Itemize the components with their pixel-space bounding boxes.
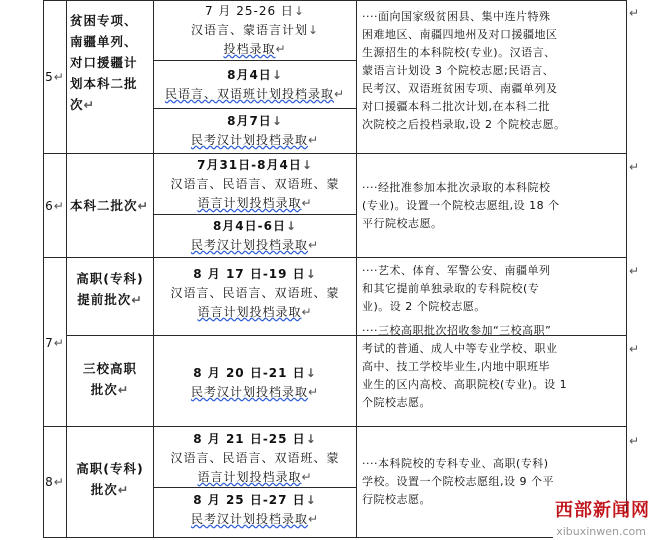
- column-divider: [356, 0, 357, 538]
- row-end-mark: ↵: [629, 434, 641, 448]
- row-divider: [43, 426, 626, 427]
- batch-name: 高职(专科) 批次↵: [76, 461, 144, 497]
- table-border-bottom: [43, 537, 553, 538]
- batch-description: ····本科院校的专科专业、高职(专科) 学校。设置一个院校志愿组,设 9 个平 行院校志愿。: [362, 457, 554, 506]
- row-end-mark: ↵: [629, 160, 641, 174]
- batch-name: 贫困专项、 南疆单列、 对口援疆计 划本科二批 次↵: [70, 13, 138, 112]
- watermark-url: xibuxinwen.com: [556, 525, 646, 538]
- schedule-cell: 7 月 25-26 日↓ 汉语言、蒙语言计划↓ 投档录取↵: [190, 4, 320, 56]
- row-divider: [43, 257, 626, 258]
- row-number: 8↵: [45, 475, 65, 489]
- schedule-cell: 8 月 25 日-27 日↓ 民考汉计划投档录取↵: [190, 493, 320, 526]
- schedule-cell: 8 月 20 日-21 日↓ 民考汉计划投档录取↵: [190, 366, 320, 399]
- batch-name: 本科二批次↵: [70, 198, 149, 213]
- row-divider: [153, 108, 356, 109]
- row-divider: [153, 487, 356, 488]
- schedule-cell: 8月7日↓ 民考汉计划投档录取↵: [190, 114, 320, 147]
- row-end-mark: ↵: [629, 264, 641, 278]
- table-border-right: [626, 0, 627, 512]
- schedule-cell: 8 月 21 日-25 日↓ 汉语言、民语言、双语班、蒙 语言计划投档录取↵: [170, 432, 340, 484]
- row-number: 5↵: [45, 70, 65, 84]
- row-end-mark: ↵: [629, 6, 641, 20]
- row-number: 7↵: [45, 336, 65, 350]
- batch-description: ····经批准参加本批次录取的本科院校 (专业)。设置一个院校志愿组,设 18 个 平行院校志愿。: [362, 181, 560, 230]
- row-divider: [43, 153, 626, 154]
- schedule-cell: 8月4日-6日↓ 民考汉计划投档录取↵: [190, 219, 320, 252]
- row-number: 6↵: [45, 199, 65, 213]
- row-divider: [153, 214, 356, 215]
- batch-description: ····面向国家级贫困县、集中连片特殊 困难地区、南疆四地州及对口援疆地区 生源招生的本科院校(专业)。汉语言、 蒙语言计划设 3 个院校志愿;民语言、 民考汉、双语班贫困专项、南疆单列及 对口援疆本科二批次计划,在本科二批 次院校之后投档录取,设 2 个院校志愿。: [362, 10, 566, 131]
- batch-name: 三校高职 批次↵: [82, 361, 137, 397]
- batch-name: 高职(专科) 提前批次↵: [76, 271, 144, 307]
- row-end-mark: ↵: [629, 342, 641, 356]
- schedule-cell: 8 月 17 日-19 日↓ 汉语言、民语言、双语班、蒙 语言计划投档录取↵: [170, 267, 340, 319]
- watermark-logo: 西部新闻网: [555, 500, 650, 521]
- batch-description: ····三校高职批次招收参加“三校高职” 考试的普通、成人中等专业学校、职业 高中、技工学校毕业生,内地中职班毕 业生的区内高校、高职院校(专业)。设 1 个院校志愿。: [362, 324, 568, 409]
- schedule-cell: 8月4日↓ 民语言、双语班计划投档录取↵: [164, 68, 346, 101]
- row-divider: [153, 60, 356, 61]
- table-border-top: [43, 0, 626, 1]
- batch-description: ····艺术、体育、军警公安、南疆单列 和其它提前单独录取的专科院校(专 业)。设 2 个院校志愿。: [362, 264, 551, 313]
- schedule-cell: 7月31日-8月4日↓ 汉语言、民语言、双语班、蒙 语言计划投档录取↵: [170, 158, 340, 210]
